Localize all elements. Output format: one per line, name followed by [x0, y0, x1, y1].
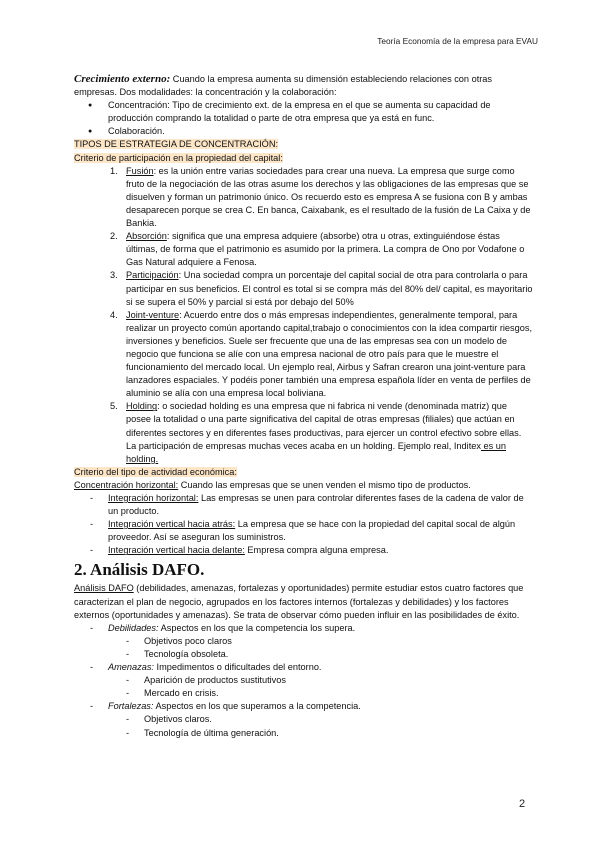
dafo-text: Impedimentos o dificultades del entorno. — [153, 662, 322, 673]
item-number: 5. — [110, 401, 118, 412]
term-vertical-delante: Integración vertical hacia delante: — [108, 545, 245, 556]
list-item — [90, 518, 534, 544]
dafo-text: Aspectos en los que la competencia los supera. — [158, 622, 356, 633]
dafo-sublist — [126, 635, 534, 661]
concentration-list — [110, 165, 534, 466]
dafo-sublist — [126, 674, 534, 700]
criterio2-line — [74, 466, 534, 479]
term-horizontal: Concentración horizontal: — [74, 479, 179, 490]
item-number: 3. — [110, 270, 118, 281]
dafo-group — [90, 661, 534, 700]
list-item: - Mercado en crisis. — [126, 687, 534, 700]
list-item — [110, 309, 534, 401]
item-text: Las empresas se unen para controlar diferentes fases de la cadena de valor de un producto. — [108, 493, 524, 517]
list-item: - Tecnología obsoleta. — [126, 648, 534, 661]
dafo-label-debilidades: Debilidades: — [108, 622, 159, 633]
criterio-actividad: Criterio del tipo de actividad económica: — [74, 466, 237, 477]
page-header: Teoría Economía de la empresa para EVAU — [377, 36, 538, 46]
page-content — [74, 73, 534, 740]
tipos-title: TIPOS DE ESTRATEGIA DE CONCENTRACIÓN: — [74, 139, 279, 150]
item-text: : Acuerdo entre dos o más empresas independientes, generalmente temporal, para realizar un proyecto común aportando capital,trabajo o conocimientos con la idea compartir riesgos, inversiones y beneficios. Suele ser frecuente que una de las empresas sea con un modelo de negocio que funciona se alíe con una empresa nacional de otro país para que le muestre el funcionamiento del mercado local. Un ejemplo real, Airbus y Safran crearon una joint-venture para lanzadores espaciales. Y podéis poner también una empresa española líder en venta de perfiles de aluminio se alía con una empresa local boliviana. — [126, 309, 532, 399]
dafo-label-amenazas: Amenazas: — [108, 662, 154, 673]
dafo-intro: (debilidades, amenazas, fortalezas y oportunidades) permite estudiar estos cuatro factores que caracterizan el plan de negocio, agrupados en los factores internos (fortalezas y debilidades) y los factores externos (oportunidades y amenazas). Se trata de observar cómo pueden influir en las posibilidades de éxito. — [74, 583, 524, 620]
dafo-list — [90, 622, 534, 740]
term-absorcion: Absorción — [126, 231, 167, 242]
item-text: : significa que una empresa adquiere (absorbe) otra u otras, extinguiéndose éstas últimas, de forma que el patrimonio es asumido por la primera. La compra de Ono por Vodafone o Gas Natural adquiere a Fenosa. — [126, 231, 525, 268]
crecimiento-title: Crecimiento externo: — [74, 73, 171, 85]
list-item: - Objetivos claros. — [126, 713, 534, 726]
dafo-text: Aspectos en los que superamos a la competencia. — [153, 701, 361, 712]
horizontal-paragraph — [74, 479, 534, 492]
term-vertical-atras: Integración vertical hacia atrás: — [108, 519, 236, 530]
list-item: - Objetivos poco claros — [126, 635, 534, 648]
item-tail: es un holding. — [126, 440, 506, 464]
list-item: - Aparición de productos sustitutivos — [126, 674, 534, 687]
section-heading-dafo: 2. Análisis DAFO. — [74, 560, 205, 580]
list-item — [110, 400, 534, 465]
list-item — [110, 165, 534, 230]
item-number: 2. — [110, 231, 118, 242]
item-text: Empresa compra alguna empresa. — [244, 545, 389, 556]
term-participacion: Participación — [126, 270, 179, 281]
integration-list — [90, 492, 534, 557]
item-number: 1. — [110, 165, 118, 176]
horizontal-text: Cuando las empresas que se unen venden el mismo tipo de productos. — [178, 479, 471, 490]
dafo-group — [90, 622, 534, 661]
term-dafo: Análisis DAFO — [74, 583, 134, 594]
term-joint-venture: Joint-venture — [126, 309, 180, 320]
crecimiento-bullets — [88, 99, 534, 138]
list-item — [110, 269, 534, 308]
dafo-sublist — [126, 713, 534, 739]
term-integracion-horizontal: Integración horizontal: — [108, 493, 199, 503]
dafo-paragraph — [74, 582, 534, 621]
tipos-title-line — [74, 138, 534, 151]
item-text: : es la unión entre varias sociedades para crear una nueva. La empresa que surge como fruto de la negociación de las otras asume los derechos y las obligaciones de las empresas que se disuelven y forman un patrimonio único. Os recuerdo esto es empresa A se fusiona con B y ambas desaparecen porque se crea C. En banca, Caixabank, es el resultado de la fusión de La Caixa y de Bankia. — [126, 165, 531, 229]
term-fusion: Fusión — [126, 165, 154, 176]
bullet-item: ● Colaboración. — [88, 125, 534, 138]
criterio-participacion: Criterio de participación en la propiedad del capital: — [74, 152, 283, 163]
item-text: : Una sociedad compra un porcentaje del capital social de otra para controlarla o para participar en sus beneficios. El control es total si se compra más del 80% del/ capital, es mayoritario si se supera el 50% y parcial si está por debajo del 50% — [126, 270, 533, 307]
list-item: - Tecnología de última generación. — [126, 727, 534, 740]
crecimiento-intro: Cuando la empresa aumenta su dimensión estableciendo relaciones con otras empresas. Dos modalidades: la concentración y la colaboración: — [74, 74, 493, 98]
criterio1-line — [74, 152, 534, 165]
page-number: 2 — [519, 798, 526, 810]
dafo-group — [90, 700, 534, 739]
list-item — [110, 230, 534, 269]
dafo-label-fortalezas: Fortalezas: — [108, 701, 154, 712]
item-text: La empresa que se hace con la propiedad del capital socal de algún proveedor. Así se aseguran los suministros. — [108, 519, 516, 543]
term-holding: Holding — [126, 401, 158, 412]
list-item — [90, 492, 534, 518]
bullet-item: ● Concentración: Tipo de crecimiento ext. de la empresa en el que se aumenta su capacidad de producción comprando la totalidad o parte de otra empresa que ya está en func. — [88, 99, 534, 125]
item-number: 4. — [110, 309, 118, 320]
item-text: : o sociedad holding es una empresa que ni fabrica ni vende (denominada matriz) que posee la totalidad o una parte significativa del capital de otras empresas (filiales) que actúan en diferentes sectores y en diferentes fases productivas, para ejercer un control efectivo sobre ellas. La participación de empresas muchas veces acaba en un holding. Ejemplo real, Inditex — [126, 401, 522, 451]
crecimiento-paragraph — [74, 73, 534, 99]
list-item — [90, 544, 534, 557]
